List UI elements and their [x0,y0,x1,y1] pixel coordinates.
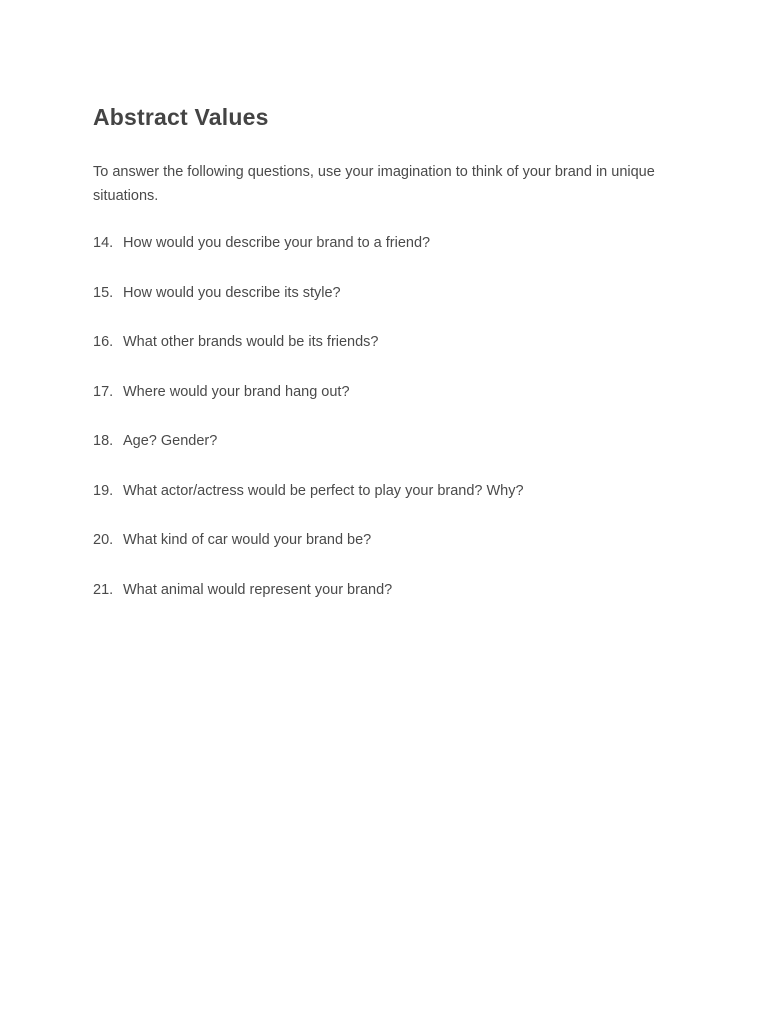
question-text: How would you describe your brand to a friend? [123,235,431,251]
question-text: What other brands would be its friends? [123,334,379,350]
question-list [93,233,673,600]
question-item [93,580,673,600]
question-number: 18. [93,433,114,449]
question-text: What kind of car would your brand be? [123,532,372,548]
question-text: How would you describe its style? [123,284,341,301]
question-item [93,233,673,253]
question-text: What animal would represent your brand? [123,581,393,598]
intro-paragraph: To answer the following questions, use your imagination to think of your brand in unique situations. [93,164,655,204]
question-number: 17. [93,383,114,400]
page-title: Abstract Values [93,104,269,130]
question-text: What actor/actress would be perfect to play your brand? Why? [123,482,524,499]
question-number: 16. [93,334,114,350]
question-item [93,332,673,352]
question-text: Where would your brand hang out? [123,383,350,400]
question-number: 15. [93,284,114,301]
question-item [93,382,673,402]
question-number: 21. [93,581,114,598]
question-item [93,283,673,303]
question-item [93,431,673,451]
question-number: 19. [93,482,114,499]
document-page [93,100,673,629]
question-item [93,530,673,550]
question-item [93,481,673,501]
question-number: 14. [93,235,114,251]
question-text: Age? Gender? [123,433,218,449]
question-number: 20. [93,532,114,548]
